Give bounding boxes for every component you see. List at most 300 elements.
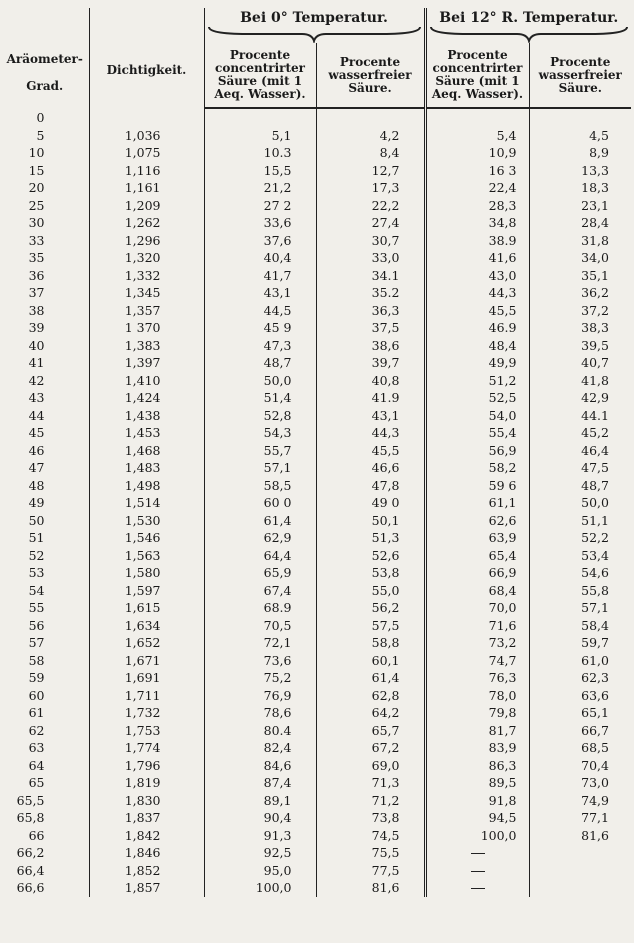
cell-b: 49 0 bbox=[316, 494, 425, 512]
cell-a: 89,1 bbox=[204, 792, 316, 810]
table-row bbox=[1, 477, 631, 495]
cell-g: 65,8 bbox=[16, 810, 45, 825]
cell-d: 1,634 bbox=[89, 617, 204, 635]
cell-g: 55 bbox=[28, 600, 45, 615]
cell-c bbox=[425, 879, 529, 897]
brace-12deg-icon bbox=[429, 25, 629, 43]
header-group-0deg-label: Bei 0° Temperatur. bbox=[240, 10, 388, 26]
cell-a: 52,8 bbox=[204, 407, 316, 425]
cell-a: 76,9 bbox=[204, 687, 316, 705]
cell-c: 70,0 bbox=[425, 599, 529, 617]
cell-b: 55,0 bbox=[316, 582, 425, 600]
cell-e: 62,3 bbox=[529, 669, 631, 687]
cell-d: 1,732 bbox=[89, 704, 204, 722]
cell-b: 60,1 bbox=[316, 652, 425, 670]
table-row bbox=[1, 407, 631, 425]
cell-d: 1,597 bbox=[89, 582, 204, 600]
cell-g: 38 bbox=[28, 302, 45, 318]
cell-b: 50,1 bbox=[316, 512, 425, 530]
cell-c: 78,0 bbox=[425, 687, 529, 705]
table-row bbox=[1, 722, 631, 740]
cell-b: 41.9 bbox=[316, 389, 425, 407]
header-wf-0 bbox=[316, 43, 425, 108]
table-row bbox=[1, 669, 631, 687]
cell-e: 28,4 bbox=[529, 214, 631, 232]
table-row bbox=[1, 617, 631, 635]
table-row bbox=[1, 127, 631, 145]
cell-b: 51,3 bbox=[316, 529, 425, 547]
header-wf-12-l3: Säure. bbox=[558, 80, 602, 95]
cell-a: 78,6 bbox=[204, 704, 316, 722]
cell-a: 60 0 bbox=[204, 494, 316, 512]
cell-a: 92,5 bbox=[204, 844, 316, 862]
table-row bbox=[1, 284, 631, 302]
table-row bbox=[1, 267, 631, 285]
cell-d: 1,830 bbox=[89, 792, 204, 810]
cell-e bbox=[529, 862, 631, 880]
cell-d: 1,857 bbox=[89, 879, 204, 897]
cell-c: 63,9 bbox=[425, 529, 529, 547]
cell-b: 64,2 bbox=[316, 704, 425, 722]
cell-d: 1,468 bbox=[89, 442, 204, 460]
cell-a: 57,1 bbox=[204, 459, 316, 477]
cell-a: 27 2 bbox=[204, 197, 316, 215]
cell-b bbox=[316, 108, 425, 127]
cell-a: 91,3 bbox=[204, 827, 316, 845]
cell-b: 73,8 bbox=[316, 809, 425, 827]
cell-a: 72,1 bbox=[204, 634, 316, 652]
cell-d: 1,711 bbox=[89, 687, 204, 705]
cell-e: 58,4 bbox=[529, 617, 631, 635]
cell-b: 33,0 bbox=[316, 249, 425, 267]
cell-d: 1,397 bbox=[89, 354, 204, 372]
cell-d: 1,691 bbox=[89, 669, 204, 687]
cell-c: 10,9 bbox=[425, 144, 529, 162]
table-row bbox=[1, 547, 631, 565]
dash-mark bbox=[471, 871, 485, 872]
table-row bbox=[1, 494, 631, 512]
cell-g: 52 bbox=[28, 547, 45, 563]
header-graed-line1: Aräometer- bbox=[6, 52, 83, 66]
cell-b: 74,5 bbox=[316, 827, 425, 845]
cell-a: 100,0 bbox=[204, 879, 316, 897]
cell-d: 1,296 bbox=[89, 232, 204, 250]
table-row bbox=[1, 862, 631, 880]
cell-d: 1,075 bbox=[89, 144, 204, 162]
cell-g: 10 bbox=[28, 145, 45, 160]
cell-b: 39,7 bbox=[316, 354, 425, 372]
cell-a: 33,6 bbox=[204, 214, 316, 232]
cell-a: 5,1 bbox=[204, 127, 316, 145]
table-row bbox=[1, 197, 631, 215]
cell-b: 8,4 bbox=[316, 144, 425, 162]
cell-c: 89,5 bbox=[425, 774, 529, 792]
cell-a: 37,6 bbox=[204, 232, 316, 250]
cell-c: 28,3 bbox=[425, 197, 529, 215]
cell-c: 54,0 bbox=[425, 407, 529, 425]
cell-a: 65,9 bbox=[204, 564, 316, 582]
cell-e: 54,6 bbox=[529, 564, 631, 582]
table-row bbox=[1, 652, 631, 670]
cell-a: 62,9 bbox=[204, 529, 316, 547]
cell-a: 54,3 bbox=[204, 424, 316, 442]
cell-e: 44.1 bbox=[529, 407, 631, 425]
cell-d: 1,796 bbox=[89, 757, 204, 775]
header-wf-12 bbox=[529, 43, 631, 108]
cell-b: 71,3 bbox=[316, 774, 425, 792]
cell-c: 16 3 bbox=[425, 162, 529, 180]
cell-c: 62,6 bbox=[425, 512, 529, 530]
cell-g: 39 bbox=[28, 320, 45, 335]
header-dichtigkeit-label: Dichtigkeit. bbox=[106, 62, 187, 77]
cell-b: 57,5 bbox=[316, 617, 425, 635]
cell-a: 84,6 bbox=[204, 757, 316, 775]
header-conc-0-l4: Aeq. Wasser). bbox=[214, 87, 306, 101]
cell-b: 37,5 bbox=[316, 319, 425, 337]
cell-d: 1,852 bbox=[89, 862, 204, 880]
cell-e: 45,2 bbox=[529, 424, 631, 442]
cell-b: 56,2 bbox=[316, 599, 425, 617]
cell-b: 35.2 bbox=[316, 284, 425, 302]
header-conc-0-l1: Procente bbox=[229, 48, 291, 62]
cell-a: 15,5 bbox=[204, 162, 316, 180]
cell-g: 62 bbox=[28, 722, 45, 738]
table-row bbox=[1, 442, 631, 460]
cell-d: 1,036 bbox=[89, 127, 204, 145]
cell-e: 65,1 bbox=[529, 704, 631, 722]
cell-d: 1,615 bbox=[89, 599, 204, 617]
header-conc-12-l4: Aeq. Wasser). bbox=[431, 87, 524, 101]
cell-g: 45 bbox=[28, 425, 45, 440]
cell-a: 55,7 bbox=[204, 442, 316, 460]
cell-a: 87,4 bbox=[204, 774, 316, 792]
cell-a: 47,3 bbox=[204, 337, 316, 355]
cell-b: 30,7 bbox=[316, 232, 425, 250]
cell-g: 25 bbox=[28, 197, 45, 213]
brace-0deg-icon bbox=[207, 25, 422, 43]
cell-e: 35,1 bbox=[529, 267, 631, 285]
table-row bbox=[1, 108, 631, 127]
cell-e: 73,0 bbox=[529, 774, 631, 792]
cell-c: 49,9 bbox=[425, 354, 529, 372]
cell-c: 56,9 bbox=[425, 442, 529, 460]
cell-c: 66,9 bbox=[425, 564, 529, 582]
cell-b: 22,2 bbox=[316, 197, 425, 215]
cell-e: 34,0 bbox=[529, 249, 631, 267]
cell-d: 1,842 bbox=[89, 827, 204, 845]
cell-c: 38.9 bbox=[425, 232, 529, 250]
cell-a: 21,2 bbox=[204, 179, 316, 197]
header-wf-12-l1: Procente bbox=[550, 54, 611, 69]
cell-g: 64 bbox=[28, 757, 45, 773]
cell-g: 61 bbox=[28, 705, 45, 720]
table-row bbox=[1, 214, 631, 232]
cell-b: 40,8 bbox=[316, 372, 425, 390]
cell-d: 1,671 bbox=[89, 652, 204, 670]
cell-g: 20 bbox=[28, 180, 45, 195]
cell-c: 41,6 bbox=[425, 249, 529, 267]
cell-b: 77,5 bbox=[316, 862, 425, 880]
cell-g: 30 bbox=[28, 215, 45, 230]
cell-d: 1,498 bbox=[89, 477, 204, 495]
cell-d: 1,546 bbox=[89, 529, 204, 547]
cell-e: 47,5 bbox=[529, 459, 631, 477]
table-row bbox=[1, 879, 631, 897]
header-group-0deg bbox=[204, 8, 425, 43]
cell-b: 43,1 bbox=[316, 407, 425, 425]
header-group-12deg-label: Bei 12° R. Temperatur. bbox=[439, 10, 619, 26]
cell-c: 94,5 bbox=[425, 809, 529, 827]
cell-e bbox=[529, 844, 631, 862]
cell-d: 1,410 bbox=[89, 372, 204, 390]
header-wf-0-l3: Säure. bbox=[348, 80, 392, 95]
table-row bbox=[1, 582, 631, 600]
cell-g: 43 bbox=[28, 390, 45, 405]
cell-b: 45,5 bbox=[316, 442, 425, 460]
cell-d: 1,345 bbox=[89, 284, 204, 302]
cell-g: 58 bbox=[28, 652, 45, 668]
header-group-12deg bbox=[425, 8, 631, 43]
cell-d: 1,846 bbox=[89, 844, 204, 862]
cell-b: 67,2 bbox=[316, 739, 425, 757]
cell-g: 47 bbox=[28, 460, 45, 475]
cell-e: 53,4 bbox=[529, 547, 631, 565]
cell-c: 81,7 bbox=[425, 722, 529, 740]
cell-b: 47,8 bbox=[316, 477, 425, 495]
cell-d: 1,652 bbox=[89, 634, 204, 652]
cell-c: 44,3 bbox=[425, 284, 529, 302]
table-row bbox=[1, 249, 631, 267]
table-row bbox=[1, 704, 631, 722]
cell-g: 0 bbox=[36, 109, 45, 125]
table-row bbox=[1, 827, 631, 845]
cell-e: 61,0 bbox=[529, 652, 631, 670]
cell-d: 1,161 bbox=[89, 179, 204, 197]
table-row bbox=[1, 792, 631, 810]
cell-g: 46 bbox=[28, 442, 45, 458]
cell-a: 45 9 bbox=[204, 319, 316, 337]
cell-d: 1,483 bbox=[89, 459, 204, 477]
header-graed-line2: Grad. bbox=[26, 79, 64, 93]
cell-e: 4,5 bbox=[529, 127, 631, 145]
table-row bbox=[1, 424, 631, 442]
cell-c: 51,2 bbox=[425, 372, 529, 390]
cell-g: 59 bbox=[28, 670, 45, 685]
cell-c: 61,1 bbox=[425, 494, 529, 512]
cell-e: 42,9 bbox=[529, 389, 631, 407]
cell-e: 52,2 bbox=[529, 529, 631, 547]
cell-g: 63 bbox=[28, 740, 45, 755]
cell-d: 1,753 bbox=[89, 722, 204, 740]
cell-c: 83,9 bbox=[425, 739, 529, 757]
cell-e: 51,1 bbox=[529, 512, 631, 530]
cell-e: 8,9 bbox=[529, 144, 631, 162]
cell-a: 95,0 bbox=[204, 862, 316, 880]
header-dichtigkeit bbox=[89, 8, 204, 108]
cell-b: 46,6 bbox=[316, 459, 425, 477]
cell-d: 1,563 bbox=[89, 547, 204, 565]
cell-b: 61,4 bbox=[316, 669, 425, 687]
table-row bbox=[1, 337, 631, 355]
cell-c: 74,7 bbox=[425, 652, 529, 670]
table-row bbox=[1, 459, 631, 477]
cell-g: 56 bbox=[28, 617, 45, 633]
cell-b: 44,3 bbox=[316, 424, 425, 442]
cell-e: 55,8 bbox=[529, 582, 631, 600]
cell-a: 48,7 bbox=[204, 354, 316, 372]
cell-d bbox=[89, 108, 204, 127]
cell-b: 52,6 bbox=[316, 547, 425, 565]
cell-b: 17,3 bbox=[316, 179, 425, 197]
table-row bbox=[1, 757, 631, 775]
cell-b: 71,2 bbox=[316, 792, 425, 810]
cell-d: 1,209 bbox=[89, 197, 204, 215]
cell-c: 58,2 bbox=[425, 459, 529, 477]
cell-c: 48,4 bbox=[425, 337, 529, 355]
density-table bbox=[1, 8, 631, 897]
cell-b: 65,7 bbox=[316, 722, 425, 740]
cell-e: 13,3 bbox=[529, 162, 631, 180]
cell-c bbox=[425, 108, 529, 127]
cell-d: 1 370 bbox=[89, 319, 204, 337]
cell-g: 53 bbox=[28, 565, 45, 580]
cell-c: 71,6 bbox=[425, 617, 529, 635]
table-row bbox=[1, 179, 631, 197]
cell-g: 33 bbox=[28, 232, 45, 248]
header-conc-12 bbox=[425, 43, 529, 108]
cell-b: 38,6 bbox=[316, 337, 425, 355]
cell-a: 43,1 bbox=[204, 284, 316, 302]
cell-g: 44 bbox=[28, 407, 45, 423]
cell-e: 57,1 bbox=[529, 599, 631, 617]
cell-b: 75,5 bbox=[316, 844, 425, 862]
cell-a: 68.9 bbox=[204, 599, 316, 617]
cell-c: 22,4 bbox=[425, 179, 529, 197]
cell-c: 43,0 bbox=[425, 267, 529, 285]
cell-a: 61,4 bbox=[204, 512, 316, 530]
cell-b: 4,2 bbox=[316, 127, 425, 145]
cell-d: 1,320 bbox=[89, 249, 204, 267]
cell-g: 66,4 bbox=[16, 862, 45, 878]
cell-b: 53,8 bbox=[316, 564, 425, 582]
header-wf-0-l2: wasserfreier bbox=[328, 67, 412, 82]
cell-b: 12,7 bbox=[316, 162, 425, 180]
cell-g: 40 bbox=[28, 337, 45, 353]
cell-e: 74,9 bbox=[529, 792, 631, 810]
table-row bbox=[1, 564, 631, 582]
cell-e: 66,7 bbox=[529, 722, 631, 740]
cell-a: 51,4 bbox=[204, 389, 316, 407]
header-conc-12-l2: concentrirter bbox=[432, 61, 523, 75]
cell-c bbox=[425, 844, 529, 862]
cell-g: 65,5 bbox=[16, 792, 45, 808]
cell-a: 58,5 bbox=[204, 477, 316, 495]
cell-a: 73,6 bbox=[204, 652, 316, 670]
cell-c: 34,8 bbox=[425, 214, 529, 232]
cell-b: 34.1 bbox=[316, 267, 425, 285]
header-conc-12-l3: Säure (mit 1 bbox=[435, 74, 520, 88]
cell-g: 66,2 bbox=[16, 845, 45, 860]
cell-e bbox=[529, 108, 631, 127]
table-header bbox=[1, 8, 631, 108]
cell-b: 69,0 bbox=[316, 757, 425, 775]
cell-d: 1,837 bbox=[89, 809, 204, 827]
cell-e bbox=[529, 879, 631, 897]
table-row bbox=[1, 512, 631, 530]
cell-c: 55,4 bbox=[425, 424, 529, 442]
cell-g: 15 bbox=[28, 162, 45, 178]
header-wf-12-l2: wasserfreier bbox=[538, 67, 622, 82]
cell-e: 18,3 bbox=[529, 179, 631, 197]
cell-g: 42 bbox=[28, 372, 45, 388]
cell-d: 1,438 bbox=[89, 407, 204, 425]
cell-g: 54 bbox=[28, 582, 45, 598]
cell-a: 67,4 bbox=[204, 582, 316, 600]
cell-e: 68,5 bbox=[529, 739, 631, 757]
header-conc-0-l3: Säure (mit 1 bbox=[217, 74, 303, 88]
dash-mark bbox=[471, 888, 485, 889]
cell-a: 80.4 bbox=[204, 722, 316, 740]
cell-g: 36 bbox=[28, 267, 45, 283]
dash-mark bbox=[471, 853, 485, 854]
cell-e: 48,7 bbox=[529, 477, 631, 495]
table-body bbox=[1, 108, 631, 897]
cell-g: 66 bbox=[28, 827, 45, 843]
cell-b: 27,4 bbox=[316, 214, 425, 232]
cell-c: 76,3 bbox=[425, 669, 529, 687]
cell-e: 40,7 bbox=[529, 354, 631, 372]
cell-d: 1,424 bbox=[89, 389, 204, 407]
cell-e: 46,4 bbox=[529, 442, 631, 460]
cell-g: 35 bbox=[28, 250, 45, 265]
cell-e: 31,8 bbox=[529, 232, 631, 250]
table-row bbox=[1, 144, 631, 162]
cell-d: 1,580 bbox=[89, 564, 204, 582]
cell-d: 1,514 bbox=[89, 494, 204, 512]
cell-e: 41,8 bbox=[529, 372, 631, 390]
cell-c: 52,5 bbox=[425, 389, 529, 407]
cell-a: 50,0 bbox=[204, 372, 316, 390]
cell-d: 1,383 bbox=[89, 337, 204, 355]
cell-d: 1,332 bbox=[89, 267, 204, 285]
cell-e: 37,2 bbox=[529, 302, 631, 320]
cell-c: 45,5 bbox=[425, 302, 529, 320]
cell-e: 77,1 bbox=[529, 809, 631, 827]
cell-c: 91,8 bbox=[425, 792, 529, 810]
cell-c: 86,3 bbox=[425, 757, 529, 775]
cell-g: 60 bbox=[28, 687, 45, 703]
table-row bbox=[1, 739, 631, 757]
cell-c: 73,2 bbox=[425, 634, 529, 652]
cell-c: 65,4 bbox=[425, 547, 529, 565]
table-row bbox=[1, 844, 631, 862]
cell-b: 36,3 bbox=[316, 302, 425, 320]
cell-d: 1,774 bbox=[89, 739, 204, 757]
table-row bbox=[1, 809, 631, 827]
cell-d: 1,116 bbox=[89, 162, 204, 180]
cell-c bbox=[425, 862, 529, 880]
header-conc-12-l1: Procente bbox=[447, 48, 508, 62]
cell-g: 57 bbox=[28, 635, 45, 650]
cell-a: 70,5 bbox=[204, 617, 316, 635]
table-row bbox=[1, 232, 631, 250]
cell-a: 10.3 bbox=[204, 144, 316, 162]
cell-b: 62,8 bbox=[316, 687, 425, 705]
cell-e: 81,6 bbox=[529, 827, 631, 845]
cell-a: 44,5 bbox=[204, 302, 316, 320]
cell-a: 64,4 bbox=[204, 547, 316, 565]
cell-d: 1,453 bbox=[89, 424, 204, 442]
